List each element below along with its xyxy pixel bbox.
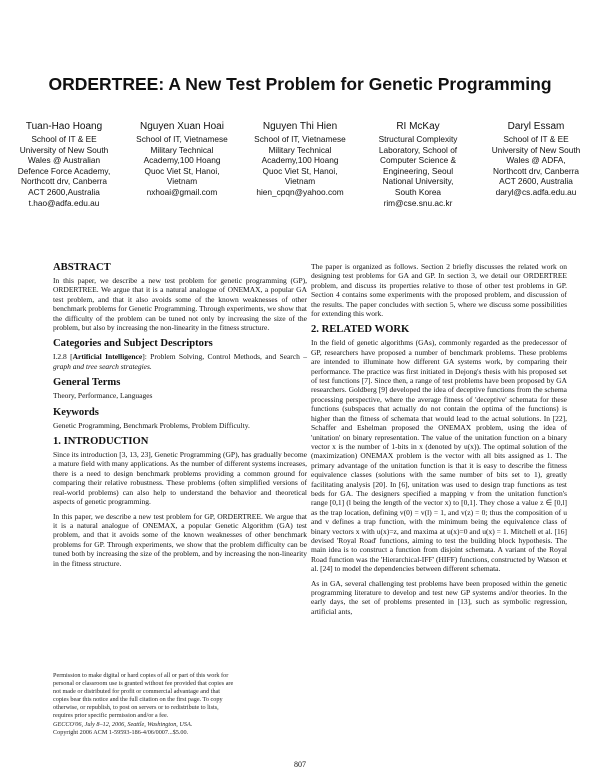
copyright-footnote (53, 672, 293, 737)
footnote-line: copies bear this notice and the full citation on the first page. To copy (53, 696, 223, 704)
keywords-heading: Keywords (53, 406, 99, 418)
author-name: Daryl Essam (507, 121, 565, 132)
author-name: Nguyen Thi Hien (262, 121, 338, 132)
author-3 (242, 120, 358, 208)
affiliation-line: Wales @ ADFA, (506, 155, 566, 166)
author-name: RI McKay (396, 121, 440, 132)
author-2 (124, 120, 240, 208)
affiliation-line: Laboratory, School of (378, 144, 458, 155)
affiliation-line: Military Technical (268, 144, 332, 155)
categories-bold: Artificial Intelligence (72, 352, 143, 362)
footnote-copyright: Copyright 2006 ACM 1-59593-186-4/06/0007...$5.00. (53, 728, 189, 736)
author-block (6, 120, 594, 208)
footnote-line: otherwise, or republish, to post on servers or to redistribute to lists, (53, 704, 219, 712)
author-email: t.hao@adfa.edu.au (28, 197, 100, 208)
right-column (311, 262, 567, 621)
affiliation-line: Academy,100 Hoang (261, 155, 339, 166)
affiliation-line: School of IT, Vietnamese (136, 134, 228, 144)
paper-title: ORDERTREE: A New Test Problem for Genetic Programming (48, 74, 552, 94)
general-terms-heading: General Terms (53, 377, 121, 389)
introduction-paragraph-2: In this paper, we describe a new test problem for GP, ORDERTREE. We argue that it is a natural analogue of ONEMAX, a popular Genetic Algorithm (GA) test problem, and that it avoids some of the known weaknesses of other benchmark problems for GP. Through experiments, we show that the problem difficulty can be tuned both by increasing the size of the problem, and by increasing the non-linearity in the fitness structure. (53, 511, 307, 568)
introduction-heading: 1. INTRODUCTION (53, 436, 149, 448)
author-name: Tuan-Hao Hoang (25, 121, 103, 132)
affiliation-line: Quoc Viet St, Hanoi, (262, 165, 338, 176)
footnote-line: personal or classroom use is granted without fee provided that copies are (53, 680, 234, 688)
categories-heading: Categories and Subject Descriptors (53, 338, 213, 350)
affiliation-line: School of IT & EE (31, 134, 97, 144)
affiliation-line: Computer Science & (379, 155, 457, 166)
affiliation-line: Northcott drv, Canberra (20, 176, 108, 187)
footnote-line: not made or distributed for profit or commercial advantage and that (53, 688, 221, 696)
footnote-line: requires prior specific permission and/or a fee. (53, 712, 169, 720)
introduction-paragraph-1: Since its introduction [3, 13, 23], Genetic Programming (GP), has gradually become a mature field with many applications. As the number of different systems increases, there is a need to design benchmark problems providing a common ground for comparing their relative robustness. These problems (often simplified versions of real-world problems) can also help to understand the behavior and theoretical aspects of genetic programming. (53, 450, 307, 507)
affiliation-line: Structural Complexity (378, 134, 458, 144)
author-email: hien_cpqn@yahoo.com (256, 186, 344, 197)
author-name: Nguyen Xuan Hoai (140, 121, 224, 132)
abstract-heading: ABSTRACT (53, 262, 111, 273)
author-1 (6, 120, 122, 208)
author-4 (360, 120, 476, 208)
author-5 (478, 120, 594, 208)
affiliation-line: Defence Force Academy, (17, 165, 111, 176)
categories-code: I.2.8 [ (53, 352, 73, 362)
affiliation-line: School of IT & EE (503, 134, 569, 144)
footnote-line: Permission to make digital or hard copies of all or part of this work for (53, 672, 229, 679)
affiliation-line: Northcott drv, Canberra (492, 165, 580, 176)
author-email: nxhoai@gmail.com (146, 186, 218, 197)
categories-italic: graph and tree search strategies. (53, 361, 152, 371)
affiliation-line: University of New South (19, 144, 109, 155)
affiliation-line: Vietnam (166, 176, 198, 187)
affiliation-line: Vietnam (284, 176, 316, 187)
affiliation-line: National University, (382, 176, 454, 187)
affiliation-line: ACT 2600, Australia (499, 176, 573, 187)
affiliation-line: Quoc Viet St, Hanoi, (144, 165, 220, 176)
categories-text (53, 352, 307, 371)
author-email: rim@cse.snu.ac.kr (383, 197, 453, 208)
related-work-paragraph-1: In the field of genetic algorithms (GAs), commonly regarded as the predecessor of GP, researchers have proposed a number of benchmark problems. These problems are intended to illuminate how different GA systems work, by comparing their performance. The practice was first initiated in Dejong's thesis with his proposed set of test functions [7]. Since then, a range of test problems have been proposed by GA researchers. Goldberg [9] developed the idea of deceptive functions from the schema processing perspective, where the average fitness of 'deceptive' schemata for these functions (subspaces that actually do not contain the optima of the functions) is higher than the fitness of schemata that would lead to the actual solutions. In [22], Schaffer and Eshelman proposed the ONEMAX problem, using the idea of 'unitation' on binary representation. The value of the unitation function on a binary vector x is the number of 1-bits in x (denoted by u(x)). The optimal solution of the (maximization) ONEMAX problem is the vector with all bits assigned as 1. The primary advantage of the unitation function is that it is easy to describe the fitness equivalence classes (solutions with the same number of bits set to 1), greatly facilitating analysis [20]. In [6], unitation was used to design trap functions as test beds for GA. The designers specified a mapping v from the unitation function's range [0,1] (l being the length of the vector x) to [0,1]. They chose a value z ∈ [0,l] as the trap location, defining v(0) = v(l) = 1, and v(z) = 0; thus the composition of u and v defines a trap function, with the minimum being the equivalence class of binary vectors x with u(x)=z, and maxima at u(x)=0 and u(x) = 1. Mitchell et al. [16] devised 'Royal Road' functions, aiming to test the building block hypothesis. The main idea is to construct a function from disjoint schemata. A variant of the Royal Road function was the 'Hierarchical-IFF' (HIFF) functions, constructed by Watson et al. [24] to model the dependencies between different schemata. (311, 338, 567, 574)
affiliation-line: Academy,100 Hoang (143, 155, 221, 166)
affiliation-line: School of IT, Vietnamese (254, 134, 346, 144)
page-number: 807 (294, 760, 306, 769)
author-email: daryl@cs.adfa.edu.au (495, 186, 577, 197)
organization-paragraph: The paper is organized as follows. Section 2 briefly discusses the related work on designing test problems for GA and GP. In section 3, we detail our ORDERTREE problem, and discuss its properties relative to those of other test problems in GP. Section 4 contains some experiments with the proposed problem, and discussion of the results. The paper concludes with section 5, where we discuss some possibilities for extending this work. (311, 262, 567, 319)
affiliation-line: ACT 2600,Australia (28, 186, 100, 197)
left-column (53, 262, 307, 573)
related-work-heading: 2. RELATED WORK (311, 324, 410, 336)
related-work-paragraph-2: As in GA, several challenging test problems have been proposed within the genetic programming literature to develop and test new GP systems and/or theories. In the early days, the set of problems presented in [13], such as symbolic regression, artificial ants, (311, 578, 567, 616)
abstract-text: In this paper, we describe a new test problem for genetic programming (GP), ORDERTREE. We argue that it is a natural analogue of ONEMAX, a popular GA test problem, and that it also avoids some of the known weaknesses of other benchmark problems for Genetic Programming. Through experiments, we show that the difficulty of the problem can be tuned not only by increasing the size of the problem, but also by increasing the non-linearity in the fitness structure. (53, 276, 307, 333)
footnote-conference: GECCO'06, July 8–12, 2006, Seattle, Washington, USA. (53, 720, 193, 728)
affiliation-line: Military Technical (150, 144, 214, 155)
categories-rest: ]: Problem Solving, Control Methods, and Search – (142, 352, 307, 362)
affiliation-line: Engineering, Seoul (382, 165, 454, 176)
affiliation-line: Wales @ Australian (27, 155, 101, 166)
affiliation-line: University of New South (491, 144, 581, 155)
affiliation-line: South Korea (394, 186, 442, 197)
keywords-text: Genetic Programming, Benchmark Problems, Problem Difficulty. (53, 420, 250, 430)
general-terms-text: Theory, Performance, Languages (53, 391, 153, 401)
